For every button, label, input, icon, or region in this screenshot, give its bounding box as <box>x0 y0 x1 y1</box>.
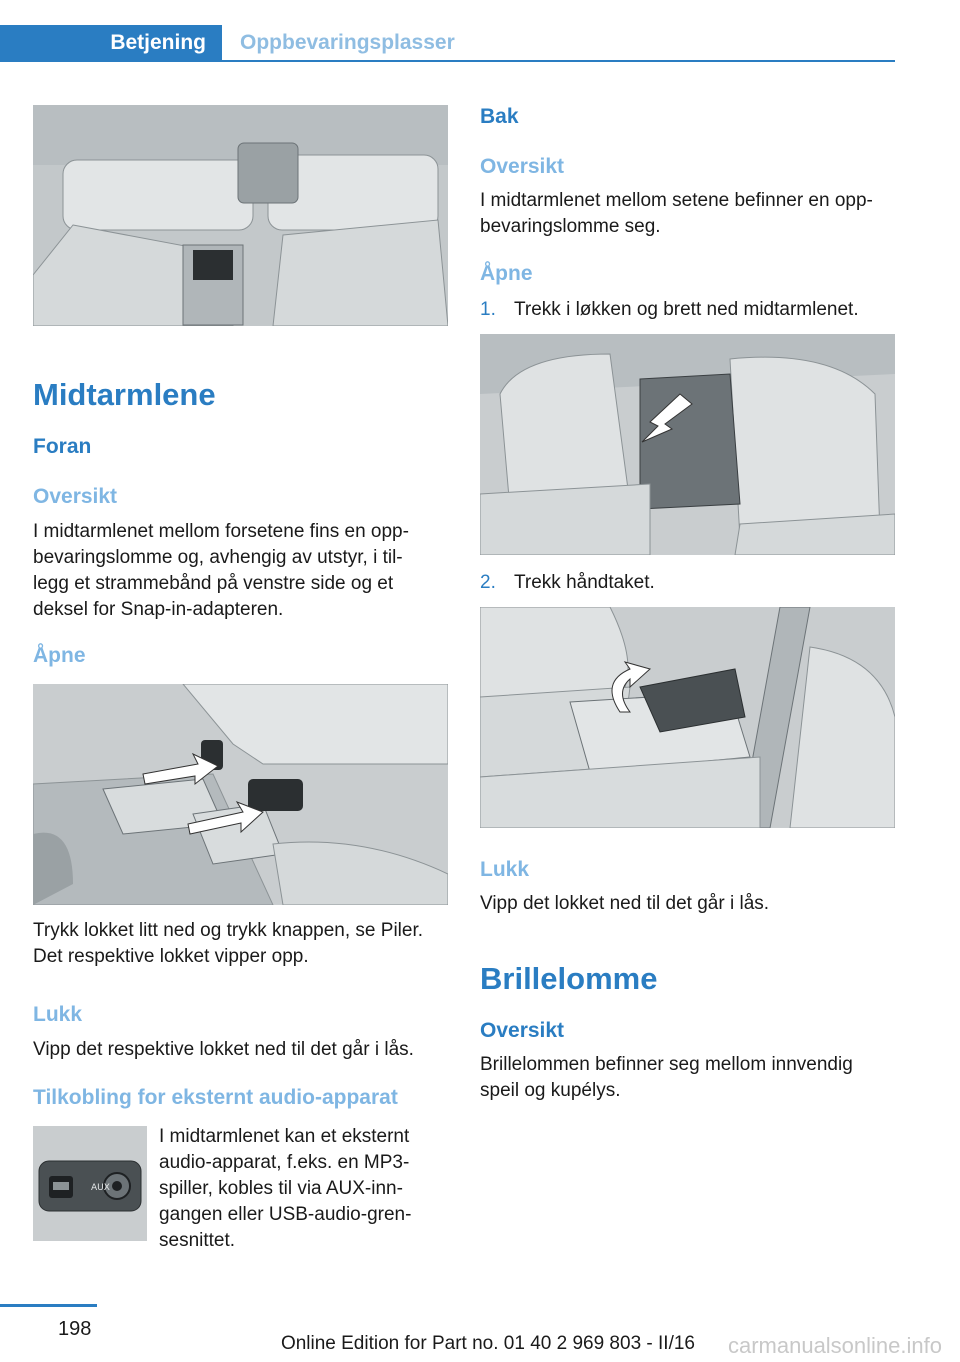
step-text-1: Trekk i løkken og brett ned midtarmlenet. <box>514 299 859 320</box>
heading-apne-bak: Åpne <box>480 262 533 285</box>
tab-betjening[interactable]: Betjening <box>0 25 222 60</box>
heading-tilkobling: Tilkobling for eksternt audio-apparat <box>33 1086 398 1109</box>
figure-aux-usb <box>33 1126 147 1241</box>
heading-bak: Bak <box>480 105 519 128</box>
paragraph-brille-0: Brillelommen befinner seg mellom innvendig <box>480 1054 853 1075</box>
footer-edition: Online Edition for Part no. 01 40 2 969 803 - II/16 <box>280 1333 695 1354</box>
paragraph-oversikt-bak-0: I midtarmlenet mellom setene befinner en opp- <box>480 190 873 211</box>
paragraph-oversikt-1: bevaringslomme og, avhengig av utstyr, i til- <box>33 547 403 568</box>
paragraph-tilkobling-0: I midtarmlenet kan et eksternt <box>159 1126 410 1147</box>
heading-lukk-bak: Lukk <box>480 858 530 881</box>
step-number-2: 2. <box>480 572 496 593</box>
paragraph-tilkobling-1: audio-apparat, f.eks. en MP3- <box>159 1152 410 1173</box>
svg-text:AUX: AUX <box>91 1183 110 1193</box>
figure-front-armrest-open <box>33 684 448 905</box>
paragraph-lukk-bak: Vipp det lokket ned til det går i lås. <box>480 893 770 914</box>
heading-lukk: Lukk <box>33 1003 83 1026</box>
figure-rear-armrest-handle <box>480 607 895 828</box>
tab-oppbevaringsplasser[interactable]: Oppbevaringsplasser <box>240 31 455 54</box>
section-title-midtarmlene: Midtarmlene <box>33 377 216 412</box>
watermark: carmanualsonline.info <box>727 1333 942 1358</box>
page-number: 198 <box>58 1318 92 1340</box>
page-header <box>0 0 960 62</box>
figure-front-armrest-overview <box>33 105 448 326</box>
heading-apne: Åpne <box>33 644 86 667</box>
header-divider <box>0 60 895 62</box>
heading-oversikt: Oversikt <box>33 485 118 508</box>
step-number-1: 1. <box>480 299 496 320</box>
paragraph-tilkobling-2: spiller, kobles til via AUX-inn- <box>159 1178 403 1199</box>
paragraph-brille-1: speil og kupélys. <box>480 1080 621 1101</box>
paragraph-oversikt-2: legg et strammebånd på venstre side og et <box>33 573 394 594</box>
heading-oversikt-brille: Oversikt <box>480 1019 565 1042</box>
figure-rear-armrest-fold <box>480 334 895 555</box>
section-title-brillelomme: Brillelomme <box>480 961 658 996</box>
footer-divider <box>0 1304 97 1307</box>
step-text-2: Trekk håndtaket. <box>514 572 655 593</box>
paragraph-apne-0: Trykk lokket litt ned og trykk knappen, se Piler. <box>33 920 424 941</box>
paragraph-apne-1: Det respektive lokket vipper opp. <box>33 946 309 967</box>
paragraph-oversikt-0: I midtarmlenet mellom forsetene fins en opp- <box>33 521 409 542</box>
paragraph-lukk: Vipp det respektive lokket ned til det går i lås. <box>33 1039 414 1060</box>
heading-foran: Foran <box>33 435 92 458</box>
paragraph-tilkobling-4: sesnittet. <box>159 1230 236 1251</box>
paragraph-tilkobling-3: gangen eller USB-audio-gren- <box>159 1204 412 1225</box>
heading-oversikt-bak: Oversikt <box>480 155 565 178</box>
paragraph-oversikt-bak-1: bevaringslomme seg. <box>480 216 661 237</box>
paragraph-oversikt-3: deksel for Snap-in-adapteren. <box>33 599 284 620</box>
